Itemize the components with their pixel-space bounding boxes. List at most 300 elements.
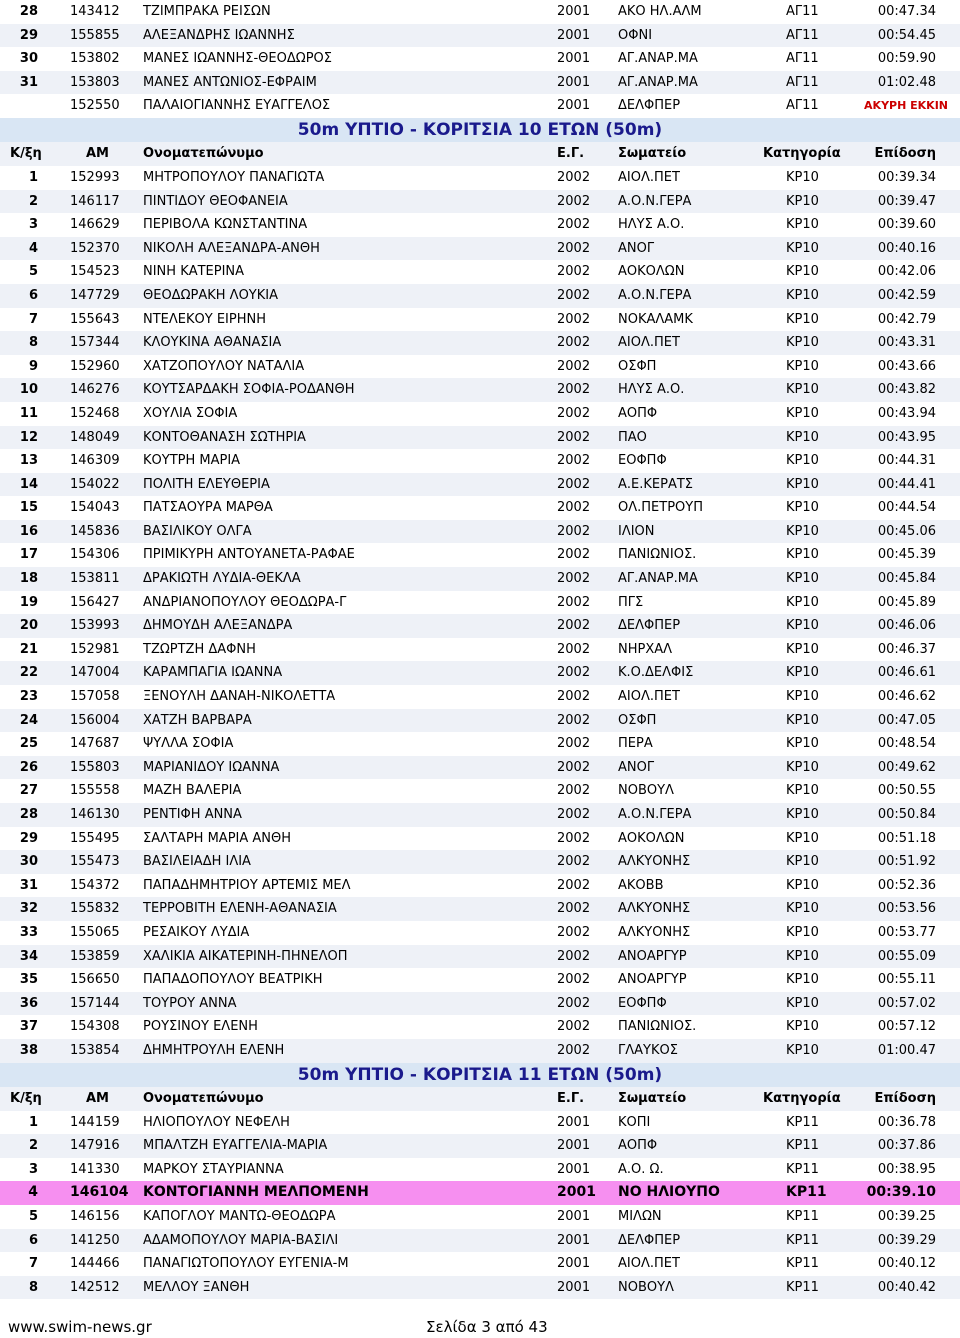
club-cell: Α.Ο. Ω. <box>618 1161 664 1177</box>
table-row <box>0 213 960 237</box>
category-cell: ΚΡ11 <box>786 1279 819 1295</box>
table-row <box>0 166 960 190</box>
birth-year-cell: 2001 <box>557 1232 591 1248</box>
am-cell: 152960 <box>70 358 120 374</box>
table-row <box>0 1252 960 1276</box>
section-title: 50m ΥΠΤΙΟ - ΚΟΡΙΤΣΙΑ 10 ΕΤΩΝ (50m) <box>0 118 960 142</box>
club-cell: ΝΟΒΟΥΛ <box>618 1279 674 1295</box>
category-cell: ΚΡ10 <box>786 665 819 681</box>
header-am: ΑΜ <box>86 1090 109 1106</box>
category-cell: ΚΡ10 <box>786 193 819 209</box>
am-cell: 147916 <box>70 1138 120 1154</box>
am-cell: 141250 <box>70 1232 120 1248</box>
name-cell: ΡΕΣΑΙΚΟΥ ΛΥΔΙΑ <box>143 924 250 940</box>
category-cell: ΚΡ10 <box>786 736 819 752</box>
position-cell: 4 <box>28 240 38 256</box>
time-cell: 00:43.94 <box>877 405 936 421</box>
am-cell: 148049 <box>70 429 120 445</box>
header-position: Κ/ξη <box>10 1090 42 1106</box>
club-cell: ΑΟΚΟΛΩΝ <box>618 264 685 280</box>
club-cell: ΟΣΦΠ <box>618 712 657 728</box>
club-cell: ΑΙΟΛ.ΠΕΤ <box>618 689 680 705</box>
time-cell: 01:00.47 <box>877 1042 936 1058</box>
club-cell: ΠΓΣ <box>618 594 644 610</box>
category-cell: ΚΡ10 <box>786 335 819 351</box>
position-cell: 7 <box>28 311 38 327</box>
table-row <box>0 449 960 473</box>
position-cell: 1 <box>28 169 38 185</box>
category-cell: ΑΓ11 <box>786 4 819 19</box>
am-cell: 144159 <box>70 1114 120 1130</box>
category-cell: ΚΡ11 <box>786 1114 819 1130</box>
category-cell: ΑΓ11 <box>786 74 819 90</box>
category-cell: ΚΡ11 <box>786 1184 827 1201</box>
birth-year-cell: 2002 <box>557 783 591 799</box>
position-cell: 20 <box>19 618 38 634</box>
table-row <box>0 661 960 685</box>
position-cell: 31 <box>19 877 38 893</box>
name-cell: ΜΑΝΕΣ ΙΩΑΝΝΗΣ-ΘΕΟΔΩΡΟΣ <box>143 51 332 67</box>
time-cell: 00:45.84 <box>877 571 936 587</box>
table-row <box>0 543 960 567</box>
position-cell: 5 <box>28 264 38 280</box>
time-cell: 00:47.34 <box>877 4 936 19</box>
birth-year-cell: 2002 <box>557 453 591 469</box>
birth-year-cell: 2002 <box>557 1042 591 1058</box>
table-row <box>0 1229 960 1253</box>
category-cell: ΚΡ10 <box>786 1019 819 1035</box>
time-cell: 00:44.54 <box>877 500 936 516</box>
am-cell: 146276 <box>70 382 120 398</box>
header-club: Σωματείο <box>618 1090 687 1106</box>
category-cell: ΚΡ10 <box>786 924 819 940</box>
club-cell: ΓΛΑΥΚΟΣ <box>618 1042 678 1058</box>
club-cell: ΔΕΛΦΠΕΡ <box>618 98 681 114</box>
category-cell: ΚΡ11 <box>786 1138 819 1154</box>
birth-year-cell: 2001 <box>557 1114 591 1130</box>
birth-year-cell: 2002 <box>557 665 591 681</box>
name-cell: ΜΕΛΛΟΥ ΞΑΝΘΗ <box>143 1279 250 1295</box>
birth-year-cell: 2002 <box>557 476 591 492</box>
name-cell: ΡΟΥΣΙΝΟΥ ΕΛΕΝΗ <box>143 1019 258 1035</box>
position-cell: 12 <box>19 429 38 445</box>
birth-year-cell: 2002 <box>557 1019 591 1035</box>
position-cell: 9 <box>28 358 38 374</box>
category-cell: ΚΡ11 <box>786 1208 819 1224</box>
name-cell: ΜΑΡΙΑΝΙΔΟΥ ΙΩΑΝΝΑ <box>143 759 280 775</box>
table-row <box>0 1134 960 1158</box>
birth-year-cell: 2002 <box>557 335 591 351</box>
name-cell: ΜΑΝΕΣ ΑΝΤΩΝΙΟΣ-ΕΦΡΑΙΜ <box>143 74 317 90</box>
time-cell: 00:53.56 <box>877 901 936 917</box>
position-cell: 31 <box>19 74 38 90</box>
birth-year-cell: 2001 <box>557 27 591 43</box>
club-cell: ΑΟΠΦ <box>618 1138 658 1154</box>
category-cell: ΚΡ10 <box>786 453 819 469</box>
header-name: Ονοματεπώνυμο <box>143 1090 264 1106</box>
table-row <box>0 803 960 827</box>
table-row <box>0 897 960 921</box>
am-cell: 155832 <box>70 901 120 917</box>
club-cell: ΑΟΠΦ <box>618 405 658 421</box>
name-cell: ΝΙΝΗ ΚΑΤΕΡΙΝΑ <box>143 264 245 280</box>
position-cell: 21 <box>19 641 38 657</box>
name-cell: ΠΕΡΙΒΟΛΑ ΚΩΝΣΤΑΝΤΙΝΑ <box>143 217 308 233</box>
birth-year-cell: 2001 <box>557 98 591 114</box>
position-cell: 15 <box>19 500 38 516</box>
name-cell: ΨΥΛΛΑ ΣΟΦΙΑ <box>143 736 234 752</box>
birth-year-cell: 2002 <box>557 405 591 421</box>
section-11 <box>0 1063 960 1300</box>
am-cell: 154523 <box>70 264 120 280</box>
name-cell: ΣΑΛΤΑΡΗ ΜΑΡΙΑ ΑΝΘΗ <box>143 830 292 846</box>
name-cell: ΗΛΙΟΠΟΥΛΟΥ ΝΕΦΕΛΗ <box>143 1114 290 1130</box>
category-cell: ΚΡ10 <box>786 240 819 256</box>
position-cell: 23 <box>19 689 38 705</box>
birth-year-cell: 2002 <box>557 311 591 327</box>
am-cell: 146130 <box>70 807 120 822</box>
name-cell: ΧΟΥΛΙΑ ΣΟΦΙΑ <box>143 405 238 421</box>
category-cell: ΑΓ11 <box>786 98 819 114</box>
time-cell: 00:45.39 <box>877 547 936 563</box>
table-row <box>0 709 960 733</box>
club-cell: Α.Ο.Ν.ΓΕΡΑ <box>618 807 692 822</box>
time-cell: 00:43.31 <box>877 335 936 351</box>
name-cell: ΚΟΥΤΣΑΡΔΑΚΗ ΣΟΦΙΑ-ΡΟΔΑΝΘΗ <box>143 382 355 398</box>
name-cell: ΔΗΜΟΥΔΗ ΑΛΕΞΑΝΔΡΑ <box>143 618 293 634</box>
time-cell: 00:46.06 <box>877 618 936 634</box>
category-cell: ΚΡ10 <box>786 972 819 988</box>
birth-year-cell: 2001 <box>557 1161 591 1177</box>
name-cell: ΜΑΖΗ ΒΑΛΕΡΙΑ <box>143 783 242 799</box>
birth-year-cell: 2002 <box>557 169 591 185</box>
club-cell: ΑΓ.ΑΝΑΡ.ΜΑ <box>618 571 698 587</box>
club-cell: ΔΕΛΦΠΕΡ <box>618 618 681 634</box>
category-cell: ΚΡ10 <box>786 995 819 1011</box>
name-cell: ΝΙΚΟΛΗ ΑΛΕΞΑΝΔΡΑ-ΑΝΘΗ <box>143 240 320 256</box>
club-cell: ΗΛΥΣ Α.Ο. <box>618 382 685 398</box>
time-cell: 00:39.60 <box>877 217 936 233</box>
birth-year-cell: 2002 <box>557 358 591 374</box>
time-cell: 00:42.59 <box>877 287 936 303</box>
club-cell: ΝΟΒΟΥΛ <box>618 783 674 799</box>
category-cell: ΚΡ10 <box>786 169 819 185</box>
header-club: Σωματείο <box>618 145 687 161</box>
time-cell: 00:43.95 <box>877 429 936 445</box>
club-cell: ΑΛΚΥΟΝΗΣ <box>618 901 691 917</box>
club-cell: Κ.Ο.ΔΕΛΦΙΣ <box>618 665 694 681</box>
name-cell: ΑΝΔΡΙΑΝΟΠΟΥΛΟΥ ΘΕΟΔΩΡΑ-Γ <box>143 594 347 610</box>
time-cell: 00:48.54 <box>877 736 936 752</box>
birth-year-cell: 2002 <box>557 547 591 563</box>
time-cell: 00:39.10 <box>866 1184 936 1201</box>
table-row <box>0 968 960 992</box>
club-cell: ΚΟΠΙ <box>618 1114 651 1130</box>
birth-year-cell: 2002 <box>557 641 591 657</box>
birth-year-cell: 2002 <box>557 995 591 1011</box>
birth-year-cell: 2001 <box>557 51 591 67</box>
table-row <box>0 591 960 615</box>
name-cell: ΧΑΤΖΟΠΟΥΛΟΥ ΝΑΤΑΛΙΑ <box>143 358 305 374</box>
position-cell: 10 <box>19 382 38 398</box>
time-cell: 00:45.06 <box>877 523 936 539</box>
club-cell: Α.Ο.Ν.ΓΕΡΑ <box>618 287 692 303</box>
position-cell: 14 <box>19 476 38 492</box>
am-cell: 154306 <box>70 547 120 563</box>
time-cell: 00:42.06 <box>877 264 936 280</box>
birth-year-cell: 2001 <box>557 74 591 90</box>
position-cell: 34 <box>19 948 38 964</box>
header-position: Κ/ξη <box>10 145 42 161</box>
category-cell: ΚΡ10 <box>786 382 819 398</box>
page-footer <box>0 1318 960 1338</box>
am-cell: 156650 <box>70 972 120 988</box>
category-cell: ΚΡ10 <box>786 571 819 587</box>
am-cell: 147687 <box>70 736 120 752</box>
position-cell: 17 <box>19 547 38 563</box>
birth-year-cell: 2001 <box>557 1279 591 1295</box>
position-cell: 30 <box>19 854 38 870</box>
club-cell: ΟΦΝΙ <box>618 27 653 43</box>
am-cell: 155855 <box>70 27 120 43</box>
time-cell: 00:54.45 <box>877 27 936 43</box>
birth-year-cell: 2002 <box>557 901 591 917</box>
category-cell: ΚΡ10 <box>786 689 819 705</box>
time-cell: 00:45.89 <box>877 594 936 610</box>
am-cell: 146156 <box>70 1208 120 1224</box>
time-cell: 00:42.79 <box>877 311 936 327</box>
club-cell: ΑΚΟ ΗΛ.ΑΛΜ <box>618 4 702 19</box>
name-cell: ΧΑΤΖΗ ΒΑΡΒΑΡΑ <box>143 712 252 728</box>
table-row <box>0 1039 960 1063</box>
am-cell: 146309 <box>70 453 120 469</box>
table-row <box>0 874 960 898</box>
header-category: Κατηγορία <box>763 1090 841 1106</box>
category-cell: ΚΡ10 <box>786 1042 819 1058</box>
position-cell: 26 <box>19 759 38 775</box>
club-cell: ΑΛΚΥΟΝΗΣ <box>618 854 691 870</box>
am-cell: 143412 <box>70 4 120 19</box>
am-cell: 155558 <box>70 783 120 799</box>
am-cell: 157344 <box>70 335 120 351</box>
club-cell: ΠΑΝΙΩΝΙΟΣ. <box>618 547 697 563</box>
time-cell: 00:44.31 <box>877 453 936 469</box>
time-cell: 00:52.36 <box>877 877 936 893</box>
table-row <box>0 237 960 261</box>
club-cell: ΑΛΚΥΟΝΗΣ <box>618 924 691 940</box>
am-cell: 146104 <box>70 1184 129 1201</box>
time-cell: 00:57.12 <box>877 1019 936 1035</box>
name-cell: ΝΤΕΛΕΚΟΥ ΕΙΡΗΝΗ <box>143 311 266 327</box>
birth-year-cell: 2001 <box>557 1208 591 1224</box>
am-cell: 144466 <box>70 1256 120 1272</box>
time-cell: 00:40.42 <box>877 1279 936 1295</box>
time-cell: 00:55.11 <box>877 972 936 988</box>
am-cell: 153859 <box>70 948 120 964</box>
table-row <box>0 284 960 308</box>
am-cell: 156004 <box>70 712 120 728</box>
club-cell: ΑΙΟΛ.ΠΕΤ <box>618 1256 680 1272</box>
birth-year-cell: 2001 <box>557 1138 591 1154</box>
position-cell: 5 <box>28 1208 38 1224</box>
birth-year-cell: 2002 <box>557 571 591 587</box>
club-cell: ΑΝΟΓ <box>618 759 655 775</box>
position-cell: 27 <box>19 783 38 799</box>
am-cell: 154372 <box>70 877 120 893</box>
position-cell: 28 <box>19 807 38 822</box>
birth-year-cell: 2002 <box>557 523 591 539</box>
time-cell: 00:37.86 <box>877 1138 936 1154</box>
category-cell: ΚΡ10 <box>786 476 819 492</box>
name-cell: ΠΑΤΣΑΟΥΡΑ ΜΑΡΘΑ <box>143 500 273 516</box>
club-cell: ΠΑΝΙΩΝΙΟΣ. <box>618 1019 697 1035</box>
am-cell: 153854 <box>70 1042 120 1058</box>
table-row <box>0 260 960 284</box>
time-cell: 00:36.78 <box>877 1114 936 1130</box>
time-cell: 01:02.48 <box>877 74 936 90</box>
name-cell: ΚΟΥΤΡΗ ΜΑΡΙΑ <box>143 453 241 469</box>
table-row <box>0 47 960 71</box>
time-cell: 00:46.61 <box>877 665 936 681</box>
table-row <box>0 355 960 379</box>
birth-year-cell: 2002 <box>557 736 591 752</box>
name-cell: ΔΡΑΚΙΩΤΗ ΛΥΔΙΑ-ΘΕΚΛΑ <box>143 571 301 587</box>
am-cell: 155065 <box>70 924 120 940</box>
am-cell: 153811 <box>70 571 120 587</box>
am-cell: 147729 <box>70 287 120 303</box>
am-cell: 153802 <box>70 51 120 67</box>
results-table <box>0 166 960 1063</box>
table-row <box>0 779 960 803</box>
time-cell: 00:38.95 <box>877 1161 936 1177</box>
table-row <box>0 1111 960 1135</box>
time-cell: 00:43.66 <box>877 358 936 374</box>
time-cell: 00:40.16 <box>877 240 936 256</box>
birth-year-cell: 2002 <box>557 712 591 728</box>
time-cell: 00:39.47 <box>877 193 936 209</box>
time-cell: 00:39.29 <box>877 1232 936 1248</box>
table-row <box>0 1181 960 1205</box>
club-cell: ΝΟ ΗΛΙΟΥΠΟ <box>618 1184 720 1201</box>
category-cell: ΚΡ10 <box>786 217 819 233</box>
name-cell: ΚΑΡΑΜΠΑΓΙΑ ΙΩΑΝΝΑ <box>143 665 283 681</box>
name-cell: ΠΟΛΙΤΗ ΕΛΕΥΘΕΡΙΑ <box>143 476 270 492</box>
category-cell: ΚΡ10 <box>786 759 819 775</box>
birth-year-cell: 2001 <box>557 1184 596 1201</box>
name-cell: ΤΖΙΜΠΡΑΚΑ ΡΕΙΣΩΝ <box>143 4 271 19</box>
am-cell: 157058 <box>70 689 120 705</box>
am-cell: 142512 <box>70 1279 120 1295</box>
header-name: Ονοματεπώνυμο <box>143 145 264 161</box>
category-cell: ΚΡ11 <box>786 1161 819 1177</box>
category-cell: ΚΡ11 <box>786 1256 819 1272</box>
am-cell: 153993 <box>70 618 120 634</box>
name-cell: ΠΑΠΑΔΗΜΗΤΡΙΟΥ ΑΡΤΕΜΙΣ ΜΕΛ <box>143 877 351 893</box>
name-cell: ΑΛΕΞΑΝΔΡΗΣ ΙΩΑΝΝΗΣ <box>143 27 295 43</box>
club-cell: ΟΣΦΠ <box>618 358 657 374</box>
position-cell: 7 <box>28 1256 38 1272</box>
club-cell: ΙΛΙΟΝ <box>618 523 655 539</box>
birth-year-cell: 2002 <box>557 854 591 870</box>
club-cell: ΝΗΡΧΑΛ <box>618 641 673 657</box>
header-time: Επίδοση <box>874 145 936 161</box>
time-cell: 00:57.02 <box>877 995 936 1011</box>
time-cell: 00:51.18 <box>877 830 936 846</box>
table-row <box>0 945 960 969</box>
name-cell: ΤΟΥΡΟΥ ΑΝΝΑ <box>143 995 237 1011</box>
club-cell: ΗΛΥΣ Α.Ο. <box>618 217 685 233</box>
time-cell: 00:50.55 <box>877 783 936 799</box>
time-cell: 00:50.84 <box>877 807 936 822</box>
name-cell: ΜΠΑΛΤΖΗ ΕΥΑΓΓΕΛΙΑ-ΜΑΡΙΑ <box>143 1138 328 1154</box>
site-link[interactable]: www.swim-news.gr <box>8 1318 152 1336</box>
category-cell: ΚΡ10 <box>786 523 819 539</box>
am-cell: 152370 <box>70 240 120 256</box>
position-cell: 29 <box>19 27 38 43</box>
position-cell: 6 <box>28 287 38 303</box>
club-cell: ΝΟΚΑΛΑΜΚ <box>618 311 693 327</box>
club-cell: ΑΚΟΒΒ <box>618 877 664 893</box>
name-cell: ΡΕΝΤΙΦΗ ΑΝΝΑ <box>143 807 242 822</box>
birth-year-cell: 2002 <box>557 689 591 705</box>
am-cell: 152550 <box>70 98 120 114</box>
table-row <box>0 1158 960 1182</box>
position-cell: 32 <box>19 901 38 917</box>
name-cell: ΜΑΡΚΟΥ ΣΤΑΥΡΙΑΝΝΑ <box>143 1161 284 1177</box>
header-time: Επίδοση <box>874 1090 936 1106</box>
am-cell: 147004 <box>70 665 120 681</box>
time-cell: 00:51.92 <box>877 854 936 870</box>
table-row <box>0 331 960 355</box>
position-cell: 18 <box>19 571 38 587</box>
club-cell: ΕΟΦΠΦ <box>618 995 667 1011</box>
top-results-table <box>0 0 960 118</box>
time-cell: 00:39.25 <box>877 1208 936 1224</box>
position-cell: 29 <box>19 830 38 846</box>
category-cell: ΚΡ10 <box>786 264 819 280</box>
table-row <box>0 24 960 48</box>
position-cell: 16 <box>19 523 38 539</box>
birth-year-cell: 2002 <box>557 807 591 822</box>
club-cell: ΕΟΦΠΦ <box>618 453 667 469</box>
name-cell: ΠΑΠΑΔΟΠΟΥΛΟΥ ΒΕΑΤΡΙΚΗ <box>143 972 323 988</box>
table-row <box>0 378 960 402</box>
table-row <box>0 0 960 24</box>
name-cell: ΤΖΩΡΤΖΗ ΔΑΦΝΗ <box>143 641 256 657</box>
birth-year-cell: 2002 <box>557 830 591 846</box>
am-cell: 152993 <box>70 169 120 185</box>
birth-year-cell: 2002 <box>557 240 591 256</box>
club-cell: ΜΙΛΩΝ <box>618 1208 662 1224</box>
table-row <box>0 685 960 709</box>
club-cell: ΑΙΟΛ.ΠΕΤ <box>618 169 680 185</box>
name-cell: ΚΑΠΟΓΛΟΥ ΜΑΝΤΩ-ΘΕΟΔΩΡΑ <box>143 1208 336 1224</box>
club-cell: ΠΕΡΑ <box>618 736 653 752</box>
birth-year-cell: 2002 <box>557 193 591 209</box>
birth-year-cell: 2001 <box>557 1256 591 1272</box>
time-cell: 00:46.37 <box>877 641 936 657</box>
position-cell: 13 <box>19 453 38 469</box>
birth-year-cell: 2002 <box>557 618 591 634</box>
club-cell: ΑΝΟΑΡΓΥΡ <box>618 972 687 988</box>
table-row <box>0 71 960 95</box>
birth-year-cell: 2002 <box>557 287 591 303</box>
position-cell: 25 <box>19 736 38 752</box>
birth-year-cell: 2002 <box>557 924 591 940</box>
birth-year-cell: 2001 <box>557 4 591 19</box>
club-cell: ΑΓ.ΑΝΑΡ.ΜΑ <box>618 74 698 90</box>
name-cell: ΔΗΜΗΤΡΟΥΛΗ ΕΛΕΝΗ <box>143 1042 285 1058</box>
